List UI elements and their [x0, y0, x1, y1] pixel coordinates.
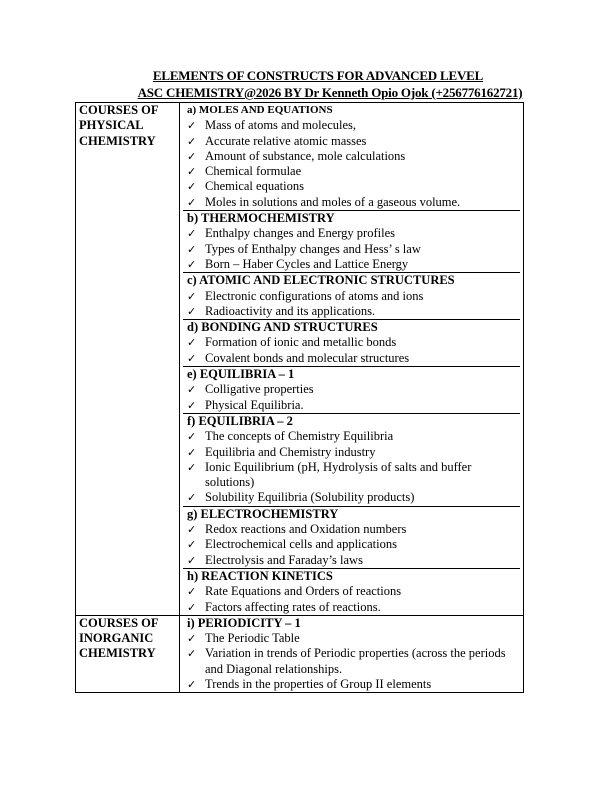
check-icon: ✓: [187, 647, 197, 661]
topic-item-list: [187, 226, 517, 272]
topic-item-text: Chemical equations: [205, 179, 304, 194]
topic-item: [187, 677, 517, 692]
topic-item: [187, 304, 517, 319]
check-icon: ✓: [187, 491, 197, 505]
topic-item: [187, 460, 517, 491]
check-icon: ✓: [187, 304, 197, 318]
course-topics: [180, 615, 524, 692]
topic-item: [187, 164, 517, 179]
check-icon: ✓: [187, 165, 197, 179]
check-icon: ✓: [187, 600, 197, 614]
topic-item-text: Moles in solutions and moles of a gaseous volume.: [205, 194, 461, 209]
check-icon: ✓: [187, 553, 197, 567]
topic-section: [183, 103, 520, 211]
topic-item-text: Mass of atoms and molecules,: [205, 118, 357, 133]
topic-item-text: Rate Equations and Orders of reactions: [205, 584, 402, 599]
topic-heading: i) PERIODICITY – 1: [187, 615, 301, 630]
topic-item-list: [187, 118, 517, 210]
topic-item: [187, 646, 517, 677]
topic-item: [187, 490, 517, 505]
topic-item-list: [187, 335, 517, 366]
topic-item: [187, 149, 517, 164]
topic-heading: d) BONDING AND STRUCTURES: [187, 320, 378, 335]
topic-item: [187, 134, 517, 149]
topic-item: [187, 257, 517, 272]
course-name-line: COURSES OF: [79, 615, 159, 630]
topic-item-list: [187, 631, 517, 692]
topic-item: [187, 522, 517, 537]
check-icon: ✓: [187, 195, 197, 209]
topic-item-list: [187, 429, 517, 505]
topic-item-text: Electrochemical cells and applications: [205, 537, 397, 552]
course-row: [76, 615, 524, 692]
topic-item: [187, 289, 517, 304]
topic-item-text: Formation of ionic and metallic bonds: [205, 335, 397, 350]
topic-item: [187, 631, 517, 646]
document-title: ELEMENTS OF CONSTRUCTS FOR ADVANCED LEVEL: [152, 68, 484, 83]
syllabus-table: [75, 102, 524, 693]
topic-item: [187, 584, 517, 599]
course-name-line: CHEMISTRY: [79, 133, 156, 148]
topic-item: [187, 445, 517, 460]
topic-item: [187, 382, 517, 397]
topic-item-text: Physical Equilibria.: [205, 397, 304, 412]
topic-item-text: Solubility Equilibria (Solubility products): [205, 490, 415, 505]
check-icon: ✓: [187, 445, 197, 459]
topic-item-text: Ionic Equilibrium (pH, Hydrolysis of salts and buffer solutions): [205, 459, 472, 490]
course-topics: [180, 103, 524, 616]
topic-item: [187, 118, 517, 133]
topic-item-text: Factors affecting rates of reactions.: [205, 599, 381, 614]
topic-item-text: Equilibria and Chemistry industry: [205, 444, 376, 459]
course-name-line: PHYSICAL: [79, 118, 144, 133]
topic-item: [187, 179, 517, 194]
check-icon: ✓: [187, 383, 197, 397]
topic-item: [187, 398, 517, 413]
check-icon: ✓: [187, 538, 197, 552]
course-name: [76, 615, 180, 692]
topic-item-text: Chemical formulae: [205, 164, 302, 179]
topic-item-text: Colligative properties: [205, 382, 314, 397]
topic-item-text: Accurate relative atomic masses: [205, 133, 367, 148]
check-icon: ✓: [187, 119, 197, 133]
topic-item-text: Born – Haber Cycles and Lattice Energy: [205, 256, 409, 271]
topic-section: [183, 616, 520, 692]
check-icon: ✓: [187, 242, 197, 256]
check-icon: ✓: [187, 523, 197, 537]
topic-item-text: Radioactivity and its applications.: [205, 303, 376, 318]
topic-heading: e) EQUILIBRIA – 1: [187, 367, 295, 382]
topic-item-text: The Periodic Table: [205, 631, 300, 646]
topic-item-text: Types of Enthalpy changes and Hess’ s law: [205, 241, 421, 256]
topic-section: [183, 414, 520, 507]
check-icon: ✓: [187, 398, 197, 412]
topic-section: [183, 273, 520, 320]
topic-section: [183, 320, 520, 367]
check-icon: ✓: [187, 336, 197, 350]
topic-heading: b) THERMOCHEMISTRY: [187, 211, 335, 226]
topic-item: [187, 226, 517, 241]
topic-heading: g) ELECTROCHEMISTRY: [187, 506, 339, 521]
topic-item-text: Covalent bonds and molecular structures: [205, 350, 410, 365]
course-name-line: CHEMISTRY: [79, 646, 156, 661]
topic-item-text: Variation in trends of Periodic properties (across the periods and Diagonal relationships.: [205, 646, 506, 676]
check-icon: ✓: [187, 351, 197, 365]
check-icon: ✓: [187, 632, 197, 646]
check-icon: ✓: [187, 677, 197, 691]
topic-item-text: Electrolysis and Faraday’s laws: [205, 552, 363, 567]
topic-item: [187, 537, 517, 552]
topic-section: [183, 507, 520, 569]
topic-item-list: [187, 584, 517, 615]
check-icon: ✓: [187, 257, 197, 271]
topic-item-text: The concepts of Chemistry Equilibria: [205, 429, 394, 444]
check-icon: ✓: [187, 430, 197, 444]
topic-section: [183, 569, 520, 615]
topic-item-text: Electronic configurations of atoms and ions: [205, 288, 424, 303]
topic-section: [183, 211, 520, 273]
document-subtitle: ASC CHEMISTRY@2026 BY Dr Kenneth Opio Ojok (+256776162721): [137, 85, 523, 100]
check-icon: ✓: [187, 585, 197, 599]
topic-item-text: Trends in the properties of Group II elements: [205, 676, 432, 691]
topic-item: [187, 195, 517, 210]
topic-section: [183, 367, 520, 414]
topic-item-list: [187, 522, 517, 568]
topic-item: [187, 335, 517, 350]
topic-item: [187, 351, 517, 366]
course-name: [76, 103, 180, 616]
topic-item: [187, 600, 517, 615]
topic-item-list: [187, 382, 517, 413]
topic-item-text: Redox reactions and Oxidation numbers: [205, 522, 407, 537]
topic-item-list: [187, 289, 517, 320]
topic-heading: a) MOLES AND EQUATIONS: [187, 104, 333, 116]
topic-item: [187, 429, 517, 444]
topic-heading: c) ATOMIC AND ELECTRONIC STRUCTURES: [187, 273, 455, 288]
check-icon: ✓: [187, 289, 197, 303]
topic-item: [187, 553, 517, 568]
check-icon: ✓: [187, 460, 197, 474]
topic-heading: h) REACTION KINETICS: [187, 568, 333, 583]
course-name-line: COURSES OF: [79, 103, 159, 117]
check-icon: ✓: [187, 149, 197, 163]
check-icon: ✓: [187, 227, 197, 241]
course-name-line: INORGANIC: [79, 631, 154, 646]
topic-item: [187, 242, 517, 257]
course-row: [76, 103, 524, 616]
topic-item-text: Enthalpy changes and Energy profiles: [205, 226, 395, 241]
topic-item-text: Amount of substance, mole calculations: [205, 148, 406, 163]
topic-heading: f) EQUILIBRIA – 2: [187, 413, 293, 428]
check-icon: ✓: [187, 180, 197, 194]
check-icon: ✓: [187, 134, 197, 148]
